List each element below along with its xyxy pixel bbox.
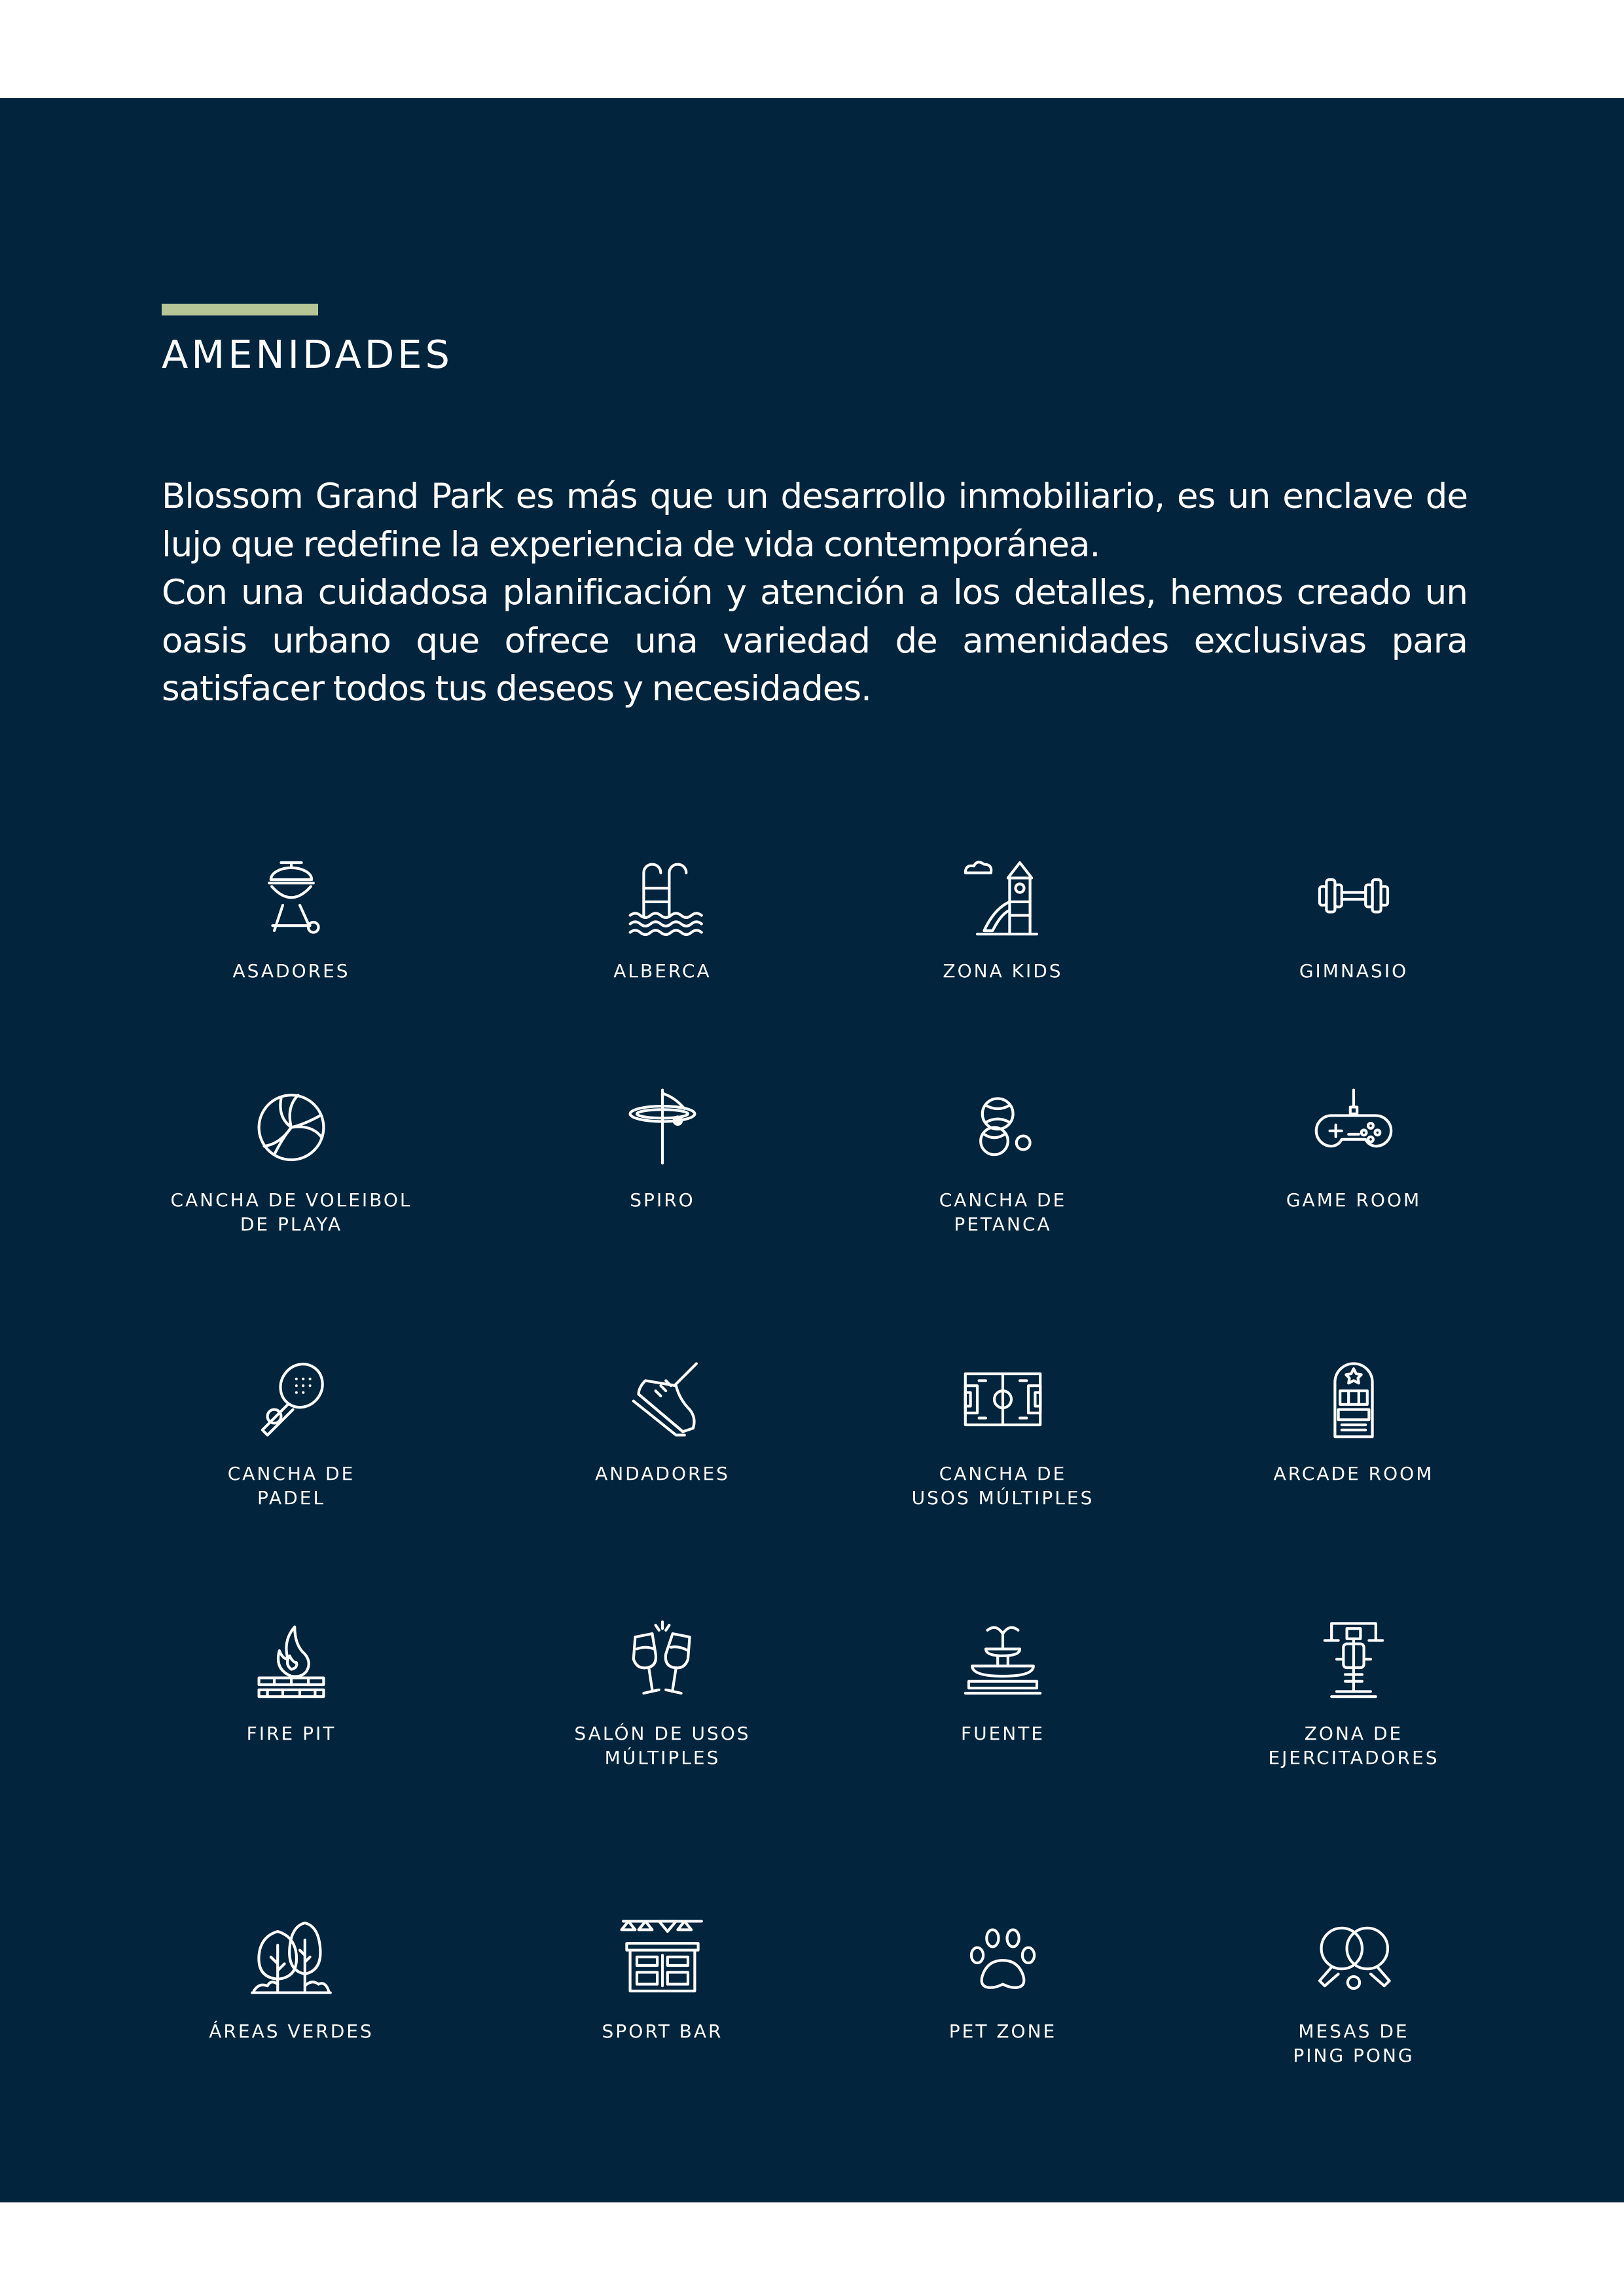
amenity-fire-pit	[121, 1617, 461, 1746]
playground-icon	[960, 854, 1045, 939]
exercise-machine-icon	[1311, 1617, 1396, 1702]
amenity-alberca	[492, 854, 833, 983]
amenity-padel	[121, 1357, 461, 1510]
amenity-game-room	[1183, 1083, 1524, 1212]
bar-icon	[620, 1914, 705, 2000]
grill-icon	[249, 854, 334, 939]
volleyball-icon	[249, 1083, 334, 1168]
amenity-label: CANCHA DE VOLEIBOL DE PLAYA	[170, 1189, 412, 1235]
accent-bar	[162, 304, 318, 315]
amenity-petanca	[833, 1083, 1173, 1236]
amenity-asadores	[121, 854, 461, 983]
amenity-pet-zone	[833, 1914, 1173, 2043]
page-title: AMENIDADES	[162, 332, 453, 377]
trees-icon	[249, 1914, 334, 2000]
amenity-label: ZONA KIDS	[943, 960, 1063, 982]
amenity-label: SALÓN DE USOS MÚLTIPLES	[574, 1723, 751, 1768]
amenity-spiro	[492, 1083, 833, 1212]
amenity-sport-bar	[492, 1914, 833, 2043]
amenity-label: FUENTE	[960, 1723, 1045, 1744]
fountain-icon	[960, 1617, 1045, 1702]
amenity-label: ZONA DE EJERCITADORES	[1268, 1723, 1439, 1768]
amenity-label: PET ZONE	[948, 2020, 1057, 2042]
padel-icon	[249, 1357, 334, 1442]
amenity-ejercitadores	[1183, 1617, 1524, 1770]
pool-icon	[620, 854, 705, 939]
amenity-arcade-room	[1183, 1357, 1524, 1486]
arcade-icon	[1311, 1357, 1396, 1442]
gamepad-icon	[1311, 1083, 1396, 1168]
fire-pit-icon	[249, 1617, 334, 1702]
amenity-fuente	[833, 1617, 1173, 1746]
intro-paragraph-2: Con una cuidadosa planificación y atención a los detalles, hemos creado un oasis urbano que ofrece una variedad de amenidades exclusivas para satisfacer todos tus deseos y necesidades.	[162, 573, 1468, 709]
amenity-zona-kids	[833, 854, 1173, 983]
amenity-label: CANCHA DE USOS MÚLTIPLES	[911, 1463, 1094, 1509]
amenity-salon-usos-multiples	[492, 1617, 833, 1770]
amenity-label: ÁREAS VERDES	[209, 2020, 374, 2042]
ping-pong-icon	[1311, 1914, 1396, 2000]
amenity-label: ASADORES	[232, 960, 350, 982]
amenity-label: GAME ROOM	[1286, 1189, 1422, 1211]
petanque-icon	[960, 1083, 1045, 1168]
amenity-label: GIMNASIO	[1299, 960, 1409, 982]
amenity-label: ALBERCA	[613, 960, 712, 982]
dumbbell-icon	[1311, 854, 1396, 939]
amenity-voleibol	[121, 1083, 461, 1236]
sneaker-icon	[620, 1357, 705, 1442]
amenity-label: SPIRO	[630, 1189, 695, 1211]
wine-glasses-icon	[620, 1617, 705, 1702]
amenity-label: MESAS DE PING PONG	[1293, 2020, 1415, 2066]
court-icon	[960, 1357, 1045, 1442]
amenity-usos-multiples	[833, 1357, 1173, 1510]
paw-icon	[960, 1914, 1045, 2000]
intro-text	[162, 473, 1468, 713]
amenity-label: SPORT BAR	[602, 2020, 723, 2042]
amenity-andadores	[492, 1357, 833, 1486]
intro-paragraph-1: Blossom Grand Park es más que un desarrollo inmobiliario, es un enclave de lujo que redefine la experiencia de vida contemporánea.	[162, 476, 1468, 565]
spiro-icon	[620, 1083, 705, 1168]
amenity-areas-verdes	[121, 1914, 461, 2043]
amenity-label: CANCHA DE PADEL	[227, 1463, 355, 1509]
amenity-gimnasio	[1183, 854, 1524, 983]
amenity-label: CANCHA DE PETANCA	[939, 1189, 1067, 1235]
amenity-label: ARCADE ROOM	[1273, 1463, 1434, 1484]
amenity-ping-pong	[1183, 1914, 1524, 2068]
amenity-label: FIRE PIT	[246, 1723, 336, 1744]
amenity-label: ANDADORES	[595, 1463, 730, 1484]
